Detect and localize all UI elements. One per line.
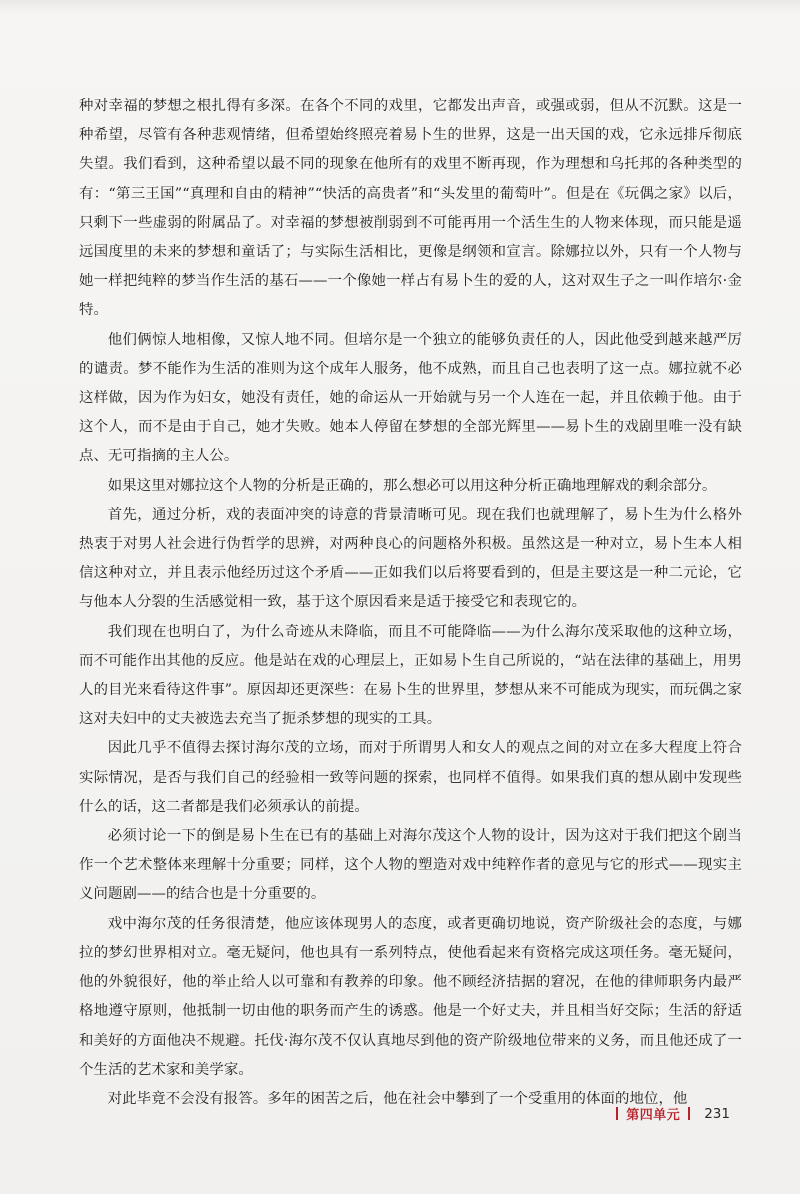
page-footer <box>616 1104 730 1123</box>
unit-label: 第四单元 <box>626 1108 681 1123</box>
paragraph: 种对幸福的梦想之根扎得有多深。在各个不同的戏里，它都发出声音，或强或弱，但从不沉默。这是一种希望，尽管有各种悲观情绪，但希望始终照亮着易卜生的世界，这是一出天国的戏，它永远排斥彻底失望。我们看到，这种希望以最不同的现象在他所有的戏里不断再现，作为理想和乌托邦的各种类型的有：“第三王国”“真理和自由的精神”“快活的高贵者”和“头发里的葡萄叶”。但是在《玩偶之家》以后，只剩下一些虚弱的附属品了。对幸福的梦想被削弱到不可能再用一个活生生的人物来体现，而只能是遥远国度里的未来的梦想和童话了；与实际生活相比，更像是纲领和宣言。除娜拉以外，只有一个人物与她一样把纯粹的梦当作生活的基石——一个像她一样占有易卜生的爱的人，这对双生子之一叫作培尔·金特。 <box>79 98 742 319</box>
divider <box>616 1107 618 1120</box>
scan-edge <box>0 0 800 14</box>
body-text <box>79 92 742 1114</box>
paragraph: 戏中海尔茂的任务很清楚，他应该体现男人的态度，或者更确切地说，资产阶级社会的态度，与娜拉的梦幻世界相对立。毫无疑问，他也具有一系列特点，使他看起来有资格完成这项任务。毫无疑问，他的外貌很好，他的举止给人以可靠和有教养的印象。他不顾经济拮据的窘况，在他的律师职务内最严格地遵守原则，他抵制一切由他的职务而产生的诱惑。他是一个好丈夫，并且相当好交际；生活的舒适和美好的方面他决不规避。托伐·海尔茂不仅认真地尽到他的资产阶级地位带来的义务，而且他还成了一个生活的艺术家和美学家。 <box>79 915 742 1078</box>
paragraph: 他们俩惊人地相像，又惊人地不同。但培尔是一个独立的能够负责任的人，因此他受到越来越严厉的谴责。梦不能作为生活的准则为这个成年人服务，他不成熟，而且自己也表明了这一点。娜拉就不必这样做，因为作为妇女，她没有责任，她的命运从一开始就与另一个人连在一起，并且依赖于他。由于这个人，而不是由于自己，她才失败。她本人停留在梦想的全部光辉里——易卜生的戏剧里唯一没有缺点、无可指摘的主人公。 <box>79 331 742 465</box>
page-number: 231 <box>704 1105 730 1122</box>
paragraph: 因此几乎不值得去探讨海尔茂的立场，而对于所谓男人和女人的观点之间的对立在多大程度上符合实际情况，是否与我们自己的经验相一致等问题的探索，也同样不值得。如果我们真的想从剧中发现些什么的话，这二者都是我们必须承认的前提。 <box>79 740 742 815</box>
paragraph: 首先，通过分析，戏的表面冲突的诗意的背景清晰可见。现在我们也就理解了，易卜生为什么格外热衷于对男人社会进行伪哲学的思辨，对两种良心的问题格外积极。虽然这是一种对立，易卜生本人相信这种对立，并且表示他经历过这个矛盾——正如我们以后将要看到的，但是主要这是一种二元论，它与他本人分裂的生活感觉相一致，基于这个原因看来是适于接受它和表现它的。 <box>79 506 742 611</box>
divider <box>688 1107 690 1120</box>
paragraph: 对此毕竟不会没有报答。多年的困苦之后，他在社会中攀到了一个受重用的体面的地位，他 <box>107 1090 688 1107</box>
paragraph: 必须讨论一下的倒是易卜生在已有的基础上对海尔茂这个人物的设计，因为这对于我们把这个剧当作一个艺术整体来理解十分重要；同样，这个人物的塑造对戏中纯粹作者的意见与它的形式——现实主义问题剧——的结合也是十分重要的。 <box>79 828 742 903</box>
paragraph: 如果这里对娜拉这个人物的分析是正确的，那么想必可以用这种分析正确地理解戏的剩余部分。 <box>107 477 717 494</box>
paragraph: 我们现在也明白了，为什么奇迹从未降临，而且不可能降临——为什么海尔茂采取他的这种立场，而不可能作出其他的反应。他是站在戏的心理层上，正如易卜生自己所说的，“站在法律的基础上，用男人的目光来看待这件事”。原因却还更深些：在易卜生的世界里，梦想从来不可能成为现实，而玩偶之家这对夫妇中的丈夫被选去充当了扼杀梦想的现实的工具。 <box>79 623 742 728</box>
